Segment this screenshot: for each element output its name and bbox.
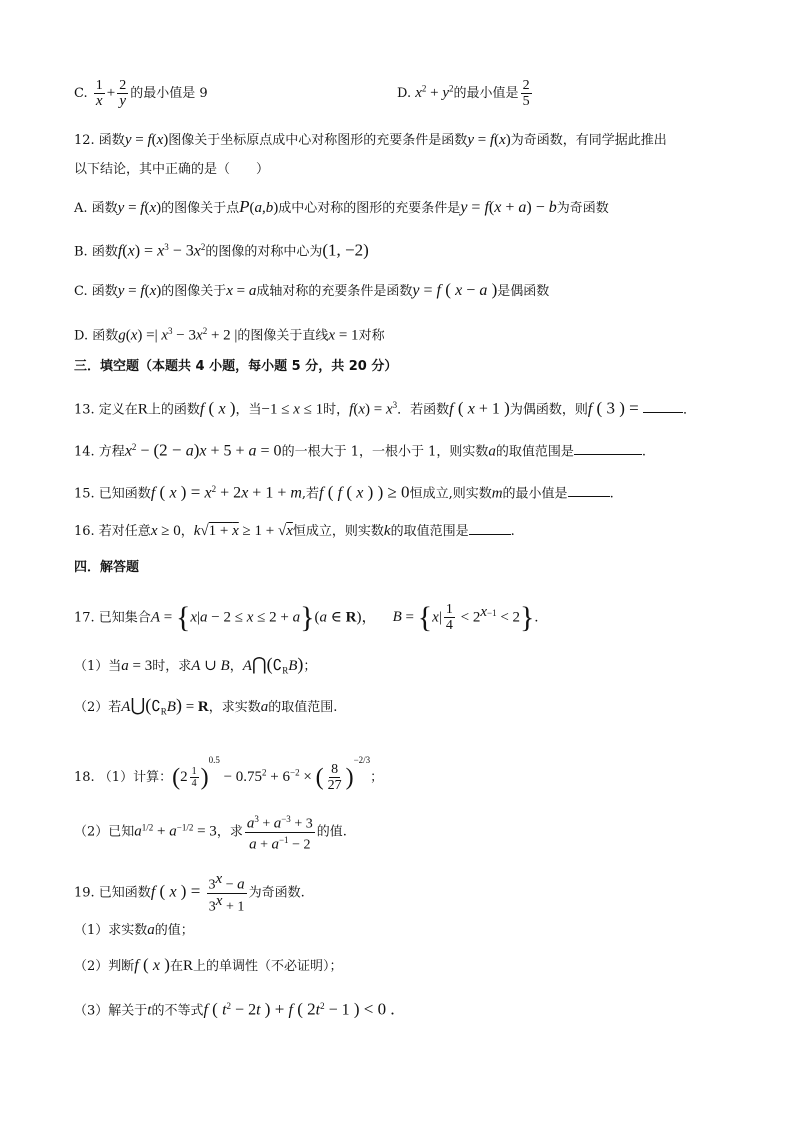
q12-text: 为奇函数，有同学据此推出 [510, 133, 667, 148]
q19-text: （3）解关于 [74, 1003, 148, 1019]
q14-text: 的取值范围是 [495, 444, 574, 460]
q17-text: 时，求 [152, 659, 192, 674]
q12-stem-line2 [74, 160, 269, 180]
q19-text: （2）判断 [74, 959, 135, 974]
q17: 17. 已知集合A = {x|a − 2 ≤ x ≤ 2 + a}(a ∈ R)， B = {x| $\frac{1}{4}$ < $2^{x-1} < 2$}. [74, 600, 539, 634]
math-frac: $\frac{1}{x}$ [95, 78, 103, 109]
answer-blank[interactable] [574, 440, 642, 455]
q17-text: 的取值范围. [268, 700, 338, 715]
option-d-label: D. [397, 86, 412, 101]
q12-text: 以下结论，其中正确的是（ ） [74, 162, 270, 177]
q12-text: 图像关于坐标原点成中心对称图形的充要条件是函数 [168, 133, 468, 148]
q12-text: B. 函数 [74, 244, 118, 260]
q12-text: A. 函数 [74, 201, 118, 216]
math-frac: $\frac{a^3 + a^{-3} + 3}{a + a^{-1} - 2}$ [246, 814, 313, 853]
q13-text: ． [682, 402, 696, 418]
q13-text: 时， [323, 402, 350, 418]
q12-text: 成轴对称的充要条件是函数 [256, 284, 413, 299]
q12-option-c: C. 函数y = f(x)的图像关于x = a成轴对称的充要条件是函数y = f ( x − a )是偶函数 [74, 280, 550, 299]
q17-text: （1）当 [74, 659, 122, 674]
q16: 16. 若对任意x ≥ 0，k√1 + x ≥ 1 + √x恒成立，则实数k的取值范围是 . [74, 520, 515, 542]
q17-text: ， [229, 659, 243, 674]
math-frac: $\frac{3^x - a}{3^x + 1}$ [208, 871, 245, 915]
q18-part1: 18. （1）计算：(2 $\frac{1}{4}$ )$^{0.5} - 0.75^2 + 6^{-2}$ × ( $\frac{8}{27}$ )$^{-2/3}$； [74, 755, 384, 793]
q19-text: （1）求实数 [74, 923, 148, 938]
q18-text: （2）已知 [74, 824, 135, 840]
q13: 13. 定义在R上的函数f ( x )，当−1 ≤ x ≤ 1时，$f(x) = x^3$．若函数f ( x + 1 )为偶函数，则f ( 3 ) = ． [74, 398, 696, 418]
q12-text: 的图像的对称中心为 [205, 244, 323, 260]
q17-text: ； [303, 659, 317, 674]
q17-text: 17. 已知集合 [74, 610, 151, 626]
q12-text: 12. 函数 [74, 133, 125, 148]
q17-text: ，求实数 [208, 700, 261, 715]
q14-text: 14. 方程 [74, 444, 125, 460]
q19-text: 的值； [154, 923, 194, 938]
q12-text: 为奇函数 [556, 201, 609, 216]
q12-text: 的图像关于直线 [237, 328, 329, 344]
q13-text: 为偶函数，则 [509, 402, 588, 418]
q18-part2: （2）已知$a^{1/2} + a^{-1/2} = 3$，求 $\frac{a^3 + a^{-3} + 3}{a + a^{-1} - 2}$ 的值. [74, 814, 347, 853]
answer-blank[interactable] [643, 398, 683, 413]
math-frac: $\frac{2}{y}$ [119, 78, 127, 109]
q16-text: 的取值范围是 [390, 524, 469, 539]
q17-part2: （2）若$A⋃(∁_RB) = R$，求实数a的取值范围. [74, 695, 338, 717]
q15-text: . [609, 486, 614, 502]
answer-blank[interactable] [469, 520, 511, 535]
math-frac: $\frac{1}{4}$ [191, 766, 197, 789]
q18-text: 的值. [316, 824, 347, 840]
q15-text: 15. 已知函数 [74, 486, 151, 502]
q17-text: （2）若 [74, 700, 122, 715]
math-frac: $\frac{8}{27}$ [327, 762, 342, 793]
q19-text: 为奇函数. [248, 885, 305, 901]
q13-text: 13. 定义在 [74, 402, 138, 418]
q12-option-d: D. 函数g(x) =| $x^3 - 3x^2 + 2$ |的图像关于直线x = 1对称 [74, 326, 385, 344]
q12-text: D. 函数 [74, 328, 119, 344]
q19-text: 在 [169, 959, 183, 974]
q19-text: 上的单调性（不必证明）； [192, 959, 343, 974]
q16-text: 16. 若对任意 [74, 524, 151, 539]
q19-part2: （2）判断f ( x )在R上的单调性（不必证明）； [74, 955, 343, 974]
q12-text: C. 函数 [74, 284, 118, 299]
q14-text: . [641, 444, 647, 460]
q13-text: ，当 [235, 402, 262, 418]
q12-text: 对称 [358, 328, 385, 344]
q19-part3: （3）解关于t的不等式f ( $t^2 - 2t$ ) + f ( $2t^2 - 1$ ) < 0 . [74, 999, 395, 1019]
q19-part1: （1）求实数a的值； [74, 922, 194, 938]
q18-text: ，求 [216, 824, 243, 840]
option-c-text: 的最小值是 9 [130, 86, 208, 101]
q19-text: 的不等式 [151, 1003, 204, 1019]
q16-text: ， [180, 524, 194, 539]
q12-option-a: A. 函数y = f(x)的图像关于点P(a,b)成中心对称的图形的充要条件是y = f(x + a) − b为奇函数 [74, 197, 609, 216]
q17-part1: （1）当a = 3时，求A ∪ B，$A⋂(∁_RB)$； [74, 654, 317, 676]
q12-text: 成中心对称的图形的充要条件是 [278, 201, 461, 216]
q18-text: 18. （1）计算： [74, 770, 173, 785]
section-4-heading: 四．解答题 [74, 560, 140, 575]
q12-text: 是偶函数 [497, 284, 550, 299]
q14-text: 的一根大于 1，一根小于 1，则实数 [281, 444, 489, 460]
q19: 19. 已知函数f ( x ) = $\frac{3^x - a}{3^x + 1}$ 为奇函数. [74, 871, 305, 915]
q16-text: . [510, 524, 515, 539]
answer-blank[interactable] [568, 482, 610, 497]
q16-text: 恒成立，则实数 [292, 524, 384, 539]
q15: 15. 已知函数f ( x ) = $x^2 + 2x + 1 + m$,若f ( f ( x ) ) ≥ 0恒成立,则实数m的最小值是 . [74, 482, 614, 502]
q19-text: 19. 已知函数 [74, 885, 151, 901]
section-3-heading: 三．填空题（本题共 4 小题，每小题 5 分，共 20 分） [74, 359, 398, 374]
q15-text: ,若 [301, 486, 320, 502]
q12-option-b: B. 函数$f(x) = x^3 - 3x^2$的图像的对称中心为(1, −2) [74, 240, 369, 260]
option-d: D. $x^2 + y^2$的最小值是 $\frac{2}{5}$ [397, 78, 530, 109]
q13-text: ．若函数 [397, 402, 450, 418]
option-c: C. $\frac{1}{x}$ + $\frac{2}{y}$ 的最小值是 9 [74, 78, 208, 109]
q15-text: 恒成立,则实数 [409, 486, 492, 502]
q12-text: 的图像关于点 [161, 201, 240, 216]
option-c-label: C. [74, 86, 88, 101]
q15-text: 的最小值是 [502, 486, 568, 502]
q12-text: 的图像关于 [161, 284, 227, 299]
option-d-text: 的最小值是 [453, 86, 519, 101]
q18-text: ； [370, 770, 384, 785]
math-frac: $\frac{2}{5}$ [522, 78, 530, 109]
math-frac: $\frac{1}{4}$ [445, 602, 453, 634]
q13-text: 上的函数 [147, 402, 200, 418]
q12-stem-line1: 12. 函数y = f(x)图像关于坐标原点成中心对称图形的充要条件是函数y = f(x)为奇函数，有同学据此推出 [74, 132, 667, 148]
q14: 14. 方程$x^2 - (2 - a)x + 5 + a = 0$的一根大于 1，一根小于 1，则实数a的取值范围是 . [74, 440, 647, 460]
